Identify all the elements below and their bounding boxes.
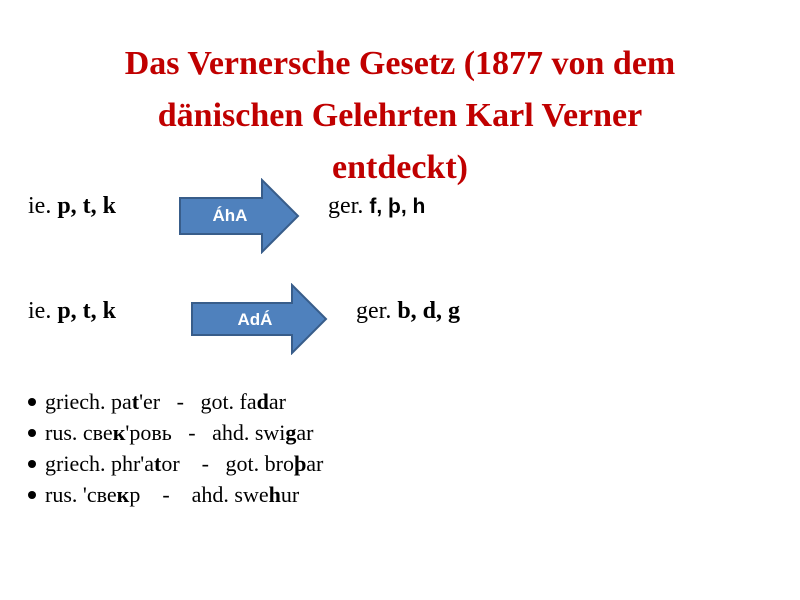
rule1-source-sounds: p, t, k [57, 193, 117, 219]
title-line-1: Das Vernersche Gesetz (1877 von dem [124, 45, 676, 82]
rule1-arrow-label: ÁhA [212, 206, 248, 225]
example-list [28, 386, 323, 510]
rule2-prefix: ie. [28, 298, 58, 324]
bullet-icon [28, 460, 36, 468]
rule1-target-sounds: f, þ, h [369, 195, 426, 218]
list-item: rus. 'свекр - ahd. swehur [28, 479, 323, 510]
title-line-2: dänischen Gelehrten Karl Verner [157, 97, 643, 134]
list-item: griech. phr'ator - got. broþar [28, 448, 323, 479]
list-item: griech. pat'er - got. fadar [28, 386, 323, 417]
rule2-arrow-label: AdÁ [237, 310, 273, 329]
rule2-source [28, 298, 116, 325]
list-item: rus. свек'ровь - ahd. swigar [28, 417, 323, 448]
rule2-source-sounds: p, t, k [57, 298, 117, 324]
rule2-target-sounds: b, d, g [397, 298, 461, 324]
rule1-target-prefix: ger. [328, 193, 370, 219]
slide-title [40, 38, 760, 194]
rule1-target [328, 193, 425, 220]
rule1-source [28, 193, 116, 220]
title-line-3: entdeckt) [332, 149, 468, 186]
rule2-target [356, 298, 460, 325]
bullet-icon [28, 491, 36, 499]
bullet-icon [28, 398, 36, 406]
rule2-target-prefix: ger. [356, 298, 398, 324]
rule1-prefix: ie. [28, 193, 58, 219]
bullet-icon [28, 429, 36, 437]
